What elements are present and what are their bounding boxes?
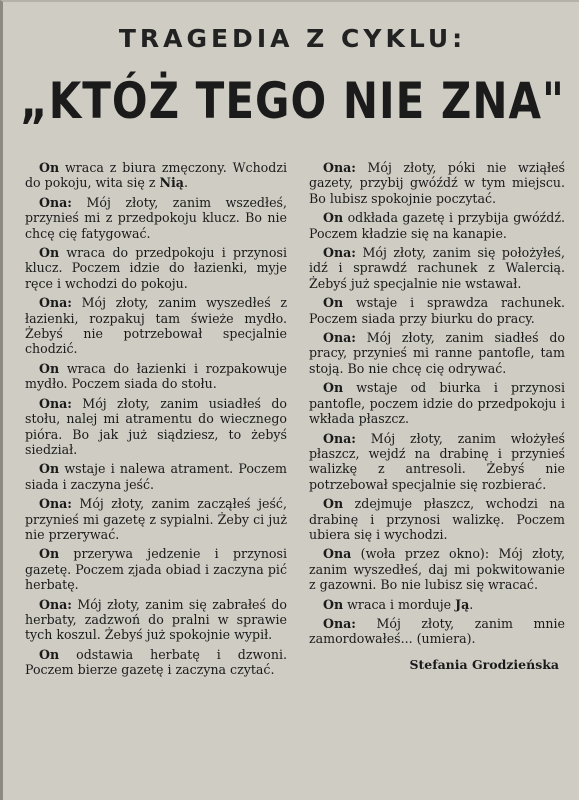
speaker-label: On [39,546,60,562]
speaker-label: Ona: [323,615,356,631]
headline-kicker: TRAGEDIA Z CYKLU: [118,24,467,53]
paragraph-text: Mój złoty, zanim wyszedłeś z łazienki, rozpakuj tam świeże mydło. Żebyś nie potrzebował specjalnie chodzić. [25,295,287,357]
paragraph-text: Mój złoty, póki nie wziąłeś gazety, przybij gwóźdź w tym miejscu. Bo lubisz spokojnie poczytać. [309,160,565,206]
paragraph-text: wraca do łazienki i rozpakowuje mydło. Poczem siada do stołu. [25,360,287,392]
speaker-label: On [39,646,60,662]
speaker-label: On [39,461,60,477]
dialogue-paragraph [309,546,565,592]
paragraph-text: odkłada gazetę i przybija gwóźdź. Poczem kładzie się na kanapie. [309,210,565,241]
dialogue-paragraph [309,210,565,241]
speaker-label: On [323,596,344,612]
paragraph-text: Mój złoty, zanim usiadłeś do stołu, nalej mi atramentu do wiecznego pióra. Bo jak już siądziesz, to żebyś siedział. [25,395,287,457]
speaker-label: Ona: [39,496,72,512]
paragraph-text: Mój złoty, zanim siadłeś do pracy, przynieś mi ranne pantofle, tam stoją. Bo nie chcę cię odrywać. [309,330,565,376]
paragraph-text: Mój złoty, zanim włożyłeś płaszcz, wejdź na drabinę i przynieś walizkę z antresoli. Żebyś nie potrzebował specjalnie się rozbierać. [309,430,565,492]
speaker-label: On [323,380,344,396]
dialogue-paragraph [25,396,287,458]
paragraph-text: Mój złoty, zanim się zabrałeś do herbaty, zadzwoń do pralni w sprawie tych koszul. Żebyś już spokojnie wypił. [25,596,287,643]
emphasized-pronoun: Ją [455,596,470,612]
emphasized-pronoun: Nią [159,175,184,191]
paragraph-text: Mój złoty, zanim mnie zamordowałeś... (umiera). [309,615,565,647]
paragraph-text: wstaje od biurka i przynosi pantofle, poczem idzie do przedpokoju i wkłada płaszcz. [309,380,565,427]
dialogue-paragraph [309,616,565,647]
speaker-label: Ona: [323,430,356,446]
dialogue-paragraph [25,546,287,592]
dialogue-paragraph [309,597,565,612]
paragraph-text: zdejmuje płaszcz, wchodzi na drabinę i przynosi walizkę. Poczem ubiera się i wychodzi. [309,496,565,542]
dialogue-paragraph [25,361,287,392]
paragraph-text: wstaje i sprawdza rachunek. Poczem siada przy biurku do pracy. [309,295,565,326]
dialogue-paragraph [309,496,565,542]
speaker-label: On [323,295,344,311]
author-signature: Stefania Grodzieńska [409,656,559,672]
dialogue-paragraph [25,195,287,241]
dialogue-paragraph [309,160,565,206]
dialogue-paragraph [25,295,287,357]
paragraph-text: wraca do przedpokoju i przynosi klucz. Poczem idzie do łazienki, myje ręce i wchodzi do pokoju. [25,245,287,291]
paragraph-text: (woła przez okno): Mój złoty, zanim wyszedłeś, daj mi pokwitowanie z gazowni. Bo nie lubisz się wracać. [309,546,565,593]
dialogue-paragraph [309,380,565,426]
dialogue-paragraph [309,295,565,326]
dialogue-paragraph [309,330,565,376]
speaker-label: Ona: [323,160,356,175]
speaker-label: On [323,496,344,512]
paragraph-text: wraca z biura zmęczony. Wchodzi do pokoju, wita się z [25,160,287,191]
speaker-label: Ona: [39,395,72,411]
paragraph-text: przerywa jedzenie i przynosi gazetę. Poczem zjada obiad i zaczyna pić herbatę. [25,546,287,593]
paragraph-text: Mój złoty, zanim wszedłeś, przynieś mi z przedpokoju klucz. Bo nie chcę cię fatygować. [25,194,287,241]
dialogue-paragraph [25,245,287,291]
dialogue-paragraph [25,597,287,643]
paragraph-text: Mój złoty, zanim się położyłeś, idź i sprawdź rachunek z Walercią. Żebyś już specjalnie nie wstawał. [309,245,565,291]
paragraph-text: wraca i morduje [343,596,456,612]
speaker-label: Ona: [39,295,72,311]
paragraph-text-end: . [183,175,188,191]
dialogue-paragraph [25,160,287,191]
paragraph-text-end: . [469,596,474,612]
paragraph-text: odstawia herbatę i dzwoni. Poczem bierze gazetę i zaczyna czytać. [25,646,287,678]
text-column-left [25,160,287,682]
speaker-label: Ona [323,546,352,562]
speaker-label: Ona: [39,194,72,210]
speaker-label: Ona: [323,330,356,346]
speaker-label: On [39,360,60,376]
paragraph-text: wstaje i nalewa atrament. Poczem siada i zaczyna jeść. [25,461,287,492]
dialogue-paragraph [309,431,565,493]
text-column-right [309,160,565,672]
speaker-label: On [39,245,60,261]
headline-main: „KTÓŻ TEGO NIE ZNA" [20,72,565,130]
dialogue-paragraph [309,245,565,291]
dialogue-paragraph [25,647,287,678]
speaker-label: Ona: [323,245,356,261]
speaker-label: On [323,210,344,226]
speaker-label: Ona: [39,596,72,612]
speaker-label: On [39,160,60,175]
dialogue-paragraph [25,496,287,542]
dialogue-paragraph [25,461,287,492]
paragraph-text: Mój złoty, zanim zacząłeś jeść, przynieś mi gazetę z sypialni. Żeby ci już nie przerywać. [25,496,287,542]
